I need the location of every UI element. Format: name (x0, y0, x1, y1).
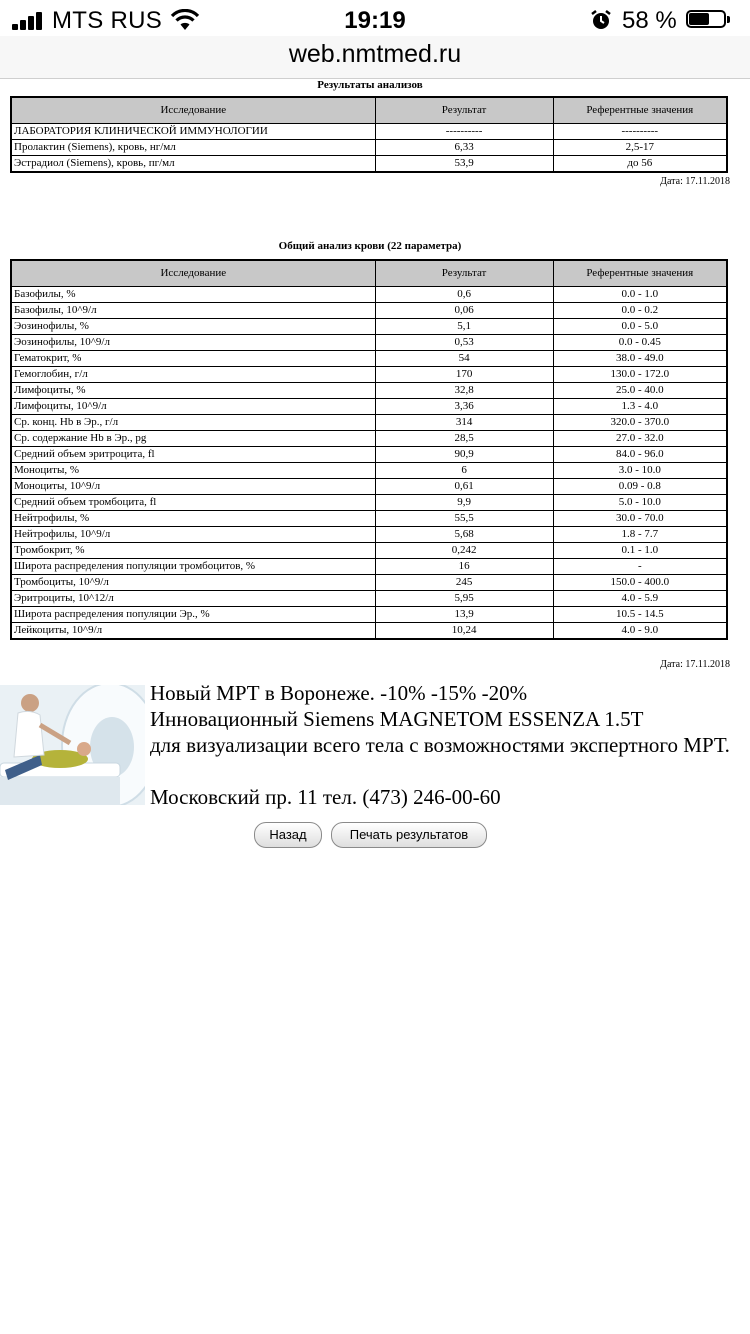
table-header-row (11, 260, 727, 287)
test-name-cell: Моноциты, % (11, 463, 375, 479)
table-row (11, 303, 727, 319)
test-name-cell: Эстрадиол (Siemens), кровь, пг/мл (11, 156, 375, 173)
table-row (11, 431, 727, 447)
table-row (11, 383, 727, 399)
table-row (11, 495, 727, 511)
table-row (11, 351, 727, 367)
table-row (11, 287, 727, 303)
reference-cell: - (553, 559, 727, 575)
test-name-cell: Лимфоциты, 10^9/л (11, 399, 375, 415)
table-row (11, 367, 727, 383)
report2-date: Дата: 17.11.2018 (660, 659, 730, 670)
ad-spacer (150, 758, 730, 784)
reference-cell: 4.0 - 5.9 (553, 591, 727, 607)
test-name-cell: Широта распределения популяции Эр., % (11, 607, 375, 623)
reference-cell: 320.0 - 370.0 (553, 415, 727, 431)
result-cell: 53,9 (375, 156, 553, 173)
result-cell: 9,9 (375, 495, 553, 511)
result-cell: 54 (375, 351, 553, 367)
reference-cell: 25.0 - 40.0 (553, 383, 727, 399)
result-cell: 0,61 (375, 479, 553, 495)
url-text: web.nmtmed.ru (288, 40, 462, 68)
reference-cell: 38.0 - 49.0 (553, 351, 727, 367)
status-bar (0, 0, 750, 40)
result-cell: 6 (375, 463, 553, 479)
report1-date: Дата: 17.11.2018 (660, 176, 730, 187)
table-row (11, 623, 727, 640)
result-cell: 16 (375, 559, 553, 575)
reference-cell: 5.0 - 10.0 (553, 495, 727, 511)
result-cell: 0,242 (375, 543, 553, 559)
result-cell: 314 (375, 415, 553, 431)
result-cell: 3,36 (375, 399, 553, 415)
reference-cell: 150.0 - 400.0 (553, 575, 727, 591)
report2-title: Общий анализ крови (22 параметра) (278, 240, 462, 252)
test-name-cell: Широта распределения популяции тромбоцитов, % (11, 559, 375, 575)
result-cell: 5,95 (375, 591, 553, 607)
table-row (11, 335, 727, 351)
report1-title: Результаты анализов (317, 79, 423, 91)
reference-cell: 0.0 - 0.45 (553, 335, 727, 351)
address-bar[interactable] (0, 36, 750, 79)
test-name-cell: Тромбокрит, % (11, 543, 375, 559)
test-name-cell: Ср. содержание Hb в Эр., pg (11, 431, 375, 447)
report2-table (10, 259, 728, 640)
ad-headline: Новый МРТ в Воронеже. -10% -15% -20% (150, 681, 528, 705)
result-cell: 55,5 (375, 511, 553, 527)
column-header: Референтные значения (553, 260, 727, 287)
result-cell: 32,8 (375, 383, 553, 399)
table-row (11, 447, 727, 463)
test-name-cell: Пролактин (Siemens), кровь, нг/мл (11, 140, 375, 156)
reference-cell: 1.8 - 7.7 (553, 527, 727, 543)
reference-cell: 0.0 - 0.2 (553, 303, 727, 319)
result-cell: 5,68 (375, 527, 553, 543)
mri-scanner-illustration (0, 685, 145, 805)
result-cell: 28,5 (375, 431, 553, 447)
result-cell: 13,9 (375, 607, 553, 623)
test-name-cell: Базофилы, % (11, 287, 375, 303)
table-row (11, 415, 727, 431)
result-cell: 90,9 (375, 447, 553, 463)
test-name-cell: Базофилы, 10^9/л (11, 303, 375, 319)
table-row (11, 319, 727, 335)
report1-table (10, 96, 728, 173)
table-row (11, 479, 727, 495)
result-cell: 0,53 (375, 335, 553, 351)
test-name-cell: Моноциты, 10^9/л (11, 479, 375, 495)
reference-cell: 0.0 - 1.0 (553, 287, 727, 303)
reference-cell: 10.5 - 14.5 (553, 607, 727, 623)
table-row (11, 463, 727, 479)
table-header-row (11, 97, 727, 124)
column-header: Результат (375, 260, 553, 287)
test-name-cell: Гематокрит, % (11, 351, 375, 367)
table-row (11, 511, 727, 527)
reference-cell: 0.1 - 1.0 (553, 543, 727, 559)
result-cell: 245 (375, 575, 553, 591)
column-header: Референтные значения (553, 97, 727, 124)
test-name-cell: Средний объем эритроцита, fl (11, 447, 375, 463)
column-header: Исследование (11, 97, 375, 124)
test-name-cell: Нейтрофилы, 10^9/л (11, 527, 375, 543)
reference-cell: 84.0 - 96.0 (553, 447, 727, 463)
test-name-cell: Лимфоциты, % (11, 383, 375, 399)
table-row (11, 124, 727, 140)
back-button[interactable]: Назад (254, 822, 322, 848)
carrier-name: MTS RUS (52, 7, 163, 34)
table-row (11, 140, 727, 156)
alarm-clock-icon (590, 9, 612, 31)
test-name-cell: Гемоглобин, г/л (11, 367, 375, 383)
test-name-cell: Эозинофилы, 10^9/л (11, 335, 375, 351)
reference-cell: 0.0 - 5.0 (553, 319, 727, 335)
table-row (11, 156, 727, 173)
status-time: 19:19 (344, 7, 406, 34)
test-name-cell: ЛАБОРАТОРИЯ КЛИНИЧЕСКОЙ ИММУНОЛОГИИ (11, 124, 375, 140)
result-cell: 6,33 (375, 140, 553, 156)
reference-cell: 27.0 - 32.0 (553, 431, 727, 447)
result-cell: ---------- (375, 124, 553, 140)
table-row (11, 399, 727, 415)
table-row (11, 543, 727, 559)
result-cell: 0,6 (375, 287, 553, 303)
reference-cell: до 56 (553, 156, 727, 173)
reference-cell: 4.0 - 9.0 (553, 623, 727, 640)
table-row (11, 559, 727, 575)
reference-cell: 30.0 - 70.0 (553, 511, 727, 527)
column-header: Результат (375, 97, 553, 124)
test-name-cell: Эритроциты, 10^12/л (11, 591, 375, 607)
reference-cell: 2,5-17 (553, 140, 727, 156)
test-name-cell: Средний объем тромбоцита, fl (11, 495, 375, 511)
table-row (11, 527, 727, 543)
battery-percent: 58 % (622, 7, 677, 34)
ad-address: Московский пр. 11 тел. (473) 246-00-60 (150, 785, 501, 809)
ad-line: для визуализации всего тела с возможностями экспертного МРТ. (150, 733, 730, 757)
reference-cell: 3.0 - 10.0 (553, 463, 727, 479)
mri-ad-image[interactable] (0, 685, 145, 805)
table-row (11, 575, 727, 591)
battery-icon (686, 10, 730, 30)
mri-ad-text[interactable] (150, 680, 730, 810)
result-cell: 10,24 (375, 623, 553, 640)
test-name-cell: Лейкоциты, 10^9/л (11, 623, 375, 640)
print-results-button[interactable]: Печать результатов (331, 822, 487, 848)
test-name-cell: Нейтрофилы, % (11, 511, 375, 527)
test-name-cell: Ср. конц. Hb в Эр., г/л (11, 415, 375, 431)
table-row (11, 591, 727, 607)
result-cell: 0,06 (375, 303, 553, 319)
test-name-cell: Эозинофилы, % (11, 319, 375, 335)
ad-line: Инновационный Siemens MAGNETOM ESSENZA 1.5T (150, 707, 644, 731)
reference-cell: ---------- (553, 124, 727, 140)
result-cell: 5,1 (375, 319, 553, 335)
test-name-cell: Тромбоциты, 10^9/л (11, 575, 375, 591)
column-header: Исследование (11, 260, 375, 287)
reference-cell: 1.3 - 4.0 (553, 399, 727, 415)
reference-cell: 0.09 - 0.8 (553, 479, 727, 495)
result-cell: 170 (375, 367, 553, 383)
reference-cell: 130.0 - 172.0 (553, 367, 727, 383)
table-row (11, 607, 727, 623)
